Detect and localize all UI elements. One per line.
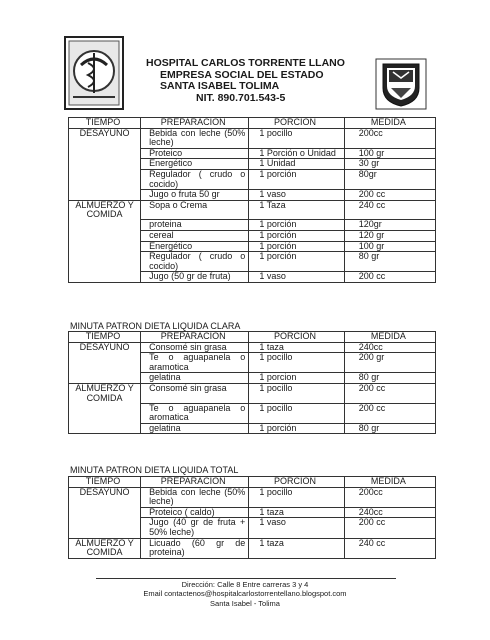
cell-tiempo: DESAYUNO: [69, 342, 141, 353]
cell-tiempo: [69, 231, 141, 242]
table-dieta-normal: [68, 117, 436, 283]
cell-preparacion: Bebida con leche (50% leche): [141, 487, 249, 507]
table-row: [69, 342, 436, 353]
table-row: [69, 518, 436, 538]
cell-preparacion: Bebida con leche (50% leche): [141, 128, 249, 148]
footer-address: Dirección: Calle 8 Entre carreras 3 y 4: [181, 580, 309, 589]
cell-tiempo: [69, 148, 141, 159]
cell-porcion: 1 vaso: [249, 190, 344, 201]
cell-tiempo: [69, 518, 141, 538]
table-liquida-total: [68, 476, 436, 559]
table-row: [69, 272, 436, 283]
cell-preparacion: Regulador ( crudo o cocido): [141, 169, 249, 189]
cell-preparacion: Energético: [141, 159, 249, 170]
cell-medida: 240cc: [344, 342, 435, 353]
table-header-row: [69, 332, 436, 343]
table-row: [69, 252, 436, 272]
cell-tiempo: [69, 220, 141, 231]
cell-porcion: 1 porción: [249, 220, 344, 231]
cell-medida: 200cc: [344, 128, 435, 148]
cell-tiempo: [69, 272, 141, 283]
cell-porcion: 1 porción: [249, 241, 344, 252]
tolima-shield-logo: [375, 58, 427, 110]
col-porcion: PORCION: [249, 477, 344, 488]
col-medida: MEDIDA: [344, 477, 435, 488]
cell-porcion: 1 vaso: [249, 272, 344, 283]
cell-porcion: 1 Taza: [249, 200, 344, 220]
cell-preparacion: Jugo (40 gr de fruta + 50% leche): [141, 518, 249, 538]
cell-preparacion: Jugo (50 gr de fruta): [141, 272, 249, 283]
table-row: [69, 487, 436, 507]
table-row: [69, 373, 436, 384]
section-title-liquida-clara: MINUTA PATRON DIETA LIQUIDA CLARA: [70, 321, 241, 331]
footer-email: Email contactenos@hospitalcarlostorrentellano.blogspot.com: [143, 589, 347, 598]
cell-tiempo: [69, 190, 141, 201]
cell-preparacion: Proteico ( caldo): [141, 507, 249, 518]
cell-porcion: 1 taza: [249, 507, 344, 518]
header-line-3: SANTA ISABEL TOLIMA: [160, 80, 280, 92]
cell-tiempo: [69, 353, 141, 373]
table-row: [69, 220, 436, 231]
table-row: [69, 159, 436, 170]
col-porcion: PORCION: [249, 332, 344, 343]
cell-medida: 100 gr: [344, 241, 435, 252]
cell-medida: 30 gr: [344, 159, 435, 170]
cell-tiempo: DESAYUNO: [69, 128, 141, 148]
cell-tiempo: [69, 373, 141, 384]
cell-medida: 200cc: [344, 487, 435, 507]
cell-porcion: 1 pocillo: [249, 353, 344, 373]
table-liquida-clara: [68, 331, 436, 434]
table-row: [69, 538, 436, 558]
cell-medida: 120gr: [344, 220, 435, 231]
cell-medida: 80 gr: [344, 252, 435, 272]
table-row: [69, 148, 436, 159]
cell-tiempo: DESAYUNO: [69, 487, 141, 507]
table-row: [69, 128, 436, 148]
cell-medida: 200 cc: [344, 272, 435, 283]
table-row: [69, 241, 436, 252]
header-line-4: NIT. 890.701.543-5: [196, 91, 286, 104]
col-medida: MEDIDA: [344, 332, 435, 343]
cell-medida: 240cc: [344, 507, 435, 518]
cell-preparacion: cereal: [141, 231, 249, 242]
footer-divider: [96, 578, 396, 579]
header-line-1: HOSPITAL CARLOS TORRENTE LLANO: [146, 57, 345, 69]
cell-preparacion: Proteico: [141, 148, 249, 159]
cell-preparacion: gelatina: [141, 423, 249, 434]
table-row: [69, 169, 436, 189]
cell-medida: 80gr: [344, 169, 435, 189]
col-preparacion: PREPARACION: [141, 332, 249, 343]
cell-medida: 100 gr: [344, 148, 435, 159]
cell-preparacion: Te o aguapanela o aromatica: [141, 403, 249, 423]
cell-medida: 200 cc: [344, 518, 435, 538]
cell-preparacion: Regulador ( crudo o cocido): [141, 252, 249, 272]
cell-porcion: 1 porcion: [249, 373, 344, 384]
footer-city: Santa Isabel - Tolima: [210, 599, 280, 608]
cell-porcion: 1 vaso: [249, 518, 344, 538]
cell-porcion: 1 Unidad: [249, 159, 344, 170]
col-porcion: PORCION: [249, 118, 344, 129]
table-row: [69, 507, 436, 518]
cell-medida: 240 cc: [344, 200, 435, 220]
cell-porcion: 1 porción: [249, 423, 344, 434]
cell-porcion: 1 pocillo: [249, 128, 344, 148]
cell-porcion: 1 porción: [249, 231, 344, 242]
table-row: [69, 353, 436, 373]
cell-porcion: 1 pocillo: [249, 383, 344, 403]
cell-preparacion: Sopa o Crema: [141, 200, 249, 220]
cell-preparacion: Te o aguapanela o aramotica: [141, 353, 249, 373]
table-row: [69, 190, 436, 201]
section-title-liquida-total: MINUTA PATRON DIETA LIQUIDA TOTAL: [70, 465, 239, 475]
cell-preparacion: gelatina: [141, 373, 249, 384]
table-row: [69, 231, 436, 242]
header-line-2: EMPRESA SOCIAL DEL ESTADO: [160, 68, 324, 81]
cell-medida: 80 gr: [344, 423, 435, 434]
cell-preparacion: Jugo o fruta 50 gr: [141, 190, 249, 201]
col-tiempo: TIEMPO: [69, 477, 141, 488]
table-row: [69, 200, 436, 220]
cell-medida: 80 gr: [344, 373, 435, 384]
cell-medida: 240 cc: [344, 538, 435, 558]
cell-tiempo: [69, 159, 141, 170]
cell-tiempo: [69, 241, 141, 252]
cell-porcion: 1 pocillo: [249, 403, 344, 423]
col-preparacion: PREPARACION: [141, 118, 249, 129]
cell-medida: 200 cc: [344, 383, 435, 403]
col-tiempo: TIEMPO: [69, 118, 141, 129]
table-row: [69, 423, 436, 434]
col-tiempo: TIEMPO: [69, 332, 141, 343]
hospital-logo: [63, 35, 125, 111]
cell-tiempo: ALMUERZO Y COMIDA: [69, 200, 141, 220]
cell-preparacion: Energético: [141, 241, 249, 252]
table-row: [69, 383, 436, 403]
cell-medida: 200 cc: [344, 403, 435, 423]
table-row: [69, 403, 436, 423]
cell-tiempo: [69, 169, 141, 189]
table-header-row: [69, 477, 436, 488]
table-header-row: [69, 118, 436, 129]
cell-preparacion: Consomé sin grasa: [141, 342, 249, 353]
cell-tiempo: [69, 423, 141, 434]
cell-tiempo: [69, 507, 141, 518]
document-header: [138, 58, 358, 104]
cell-porcion: 1 Porción o Unidad: [249, 148, 344, 159]
cell-tiempo: ALMUERZO Y COMIDA: [69, 383, 141, 403]
cell-medida: 200 cc: [344, 190, 435, 201]
cell-porcion: 1 pocillo: [249, 487, 344, 507]
cell-porcion: 1 porción: [249, 169, 344, 189]
cell-tiempo: ALMUERZO Y COMIDA: [69, 538, 141, 558]
cell-medida: 200 gr: [344, 353, 435, 373]
cell-porcion: 1 porción: [249, 252, 344, 272]
cell-porcion: 1 taza: [249, 538, 344, 558]
cell-medida: 120 gr: [344, 231, 435, 242]
cell-tiempo: [69, 403, 141, 423]
col-preparacion: PREPARACION: [141, 477, 249, 488]
cell-preparacion: Licuado (60 gr de proteina): [141, 538, 249, 558]
cell-tiempo: [69, 252, 141, 272]
col-medida: MEDIDA: [344, 118, 435, 129]
cell-preparacion: proteina: [141, 220, 249, 231]
cell-porcion: 1 taza: [249, 342, 344, 353]
cell-preparacion: Consomé sin grasa: [141, 383, 249, 403]
